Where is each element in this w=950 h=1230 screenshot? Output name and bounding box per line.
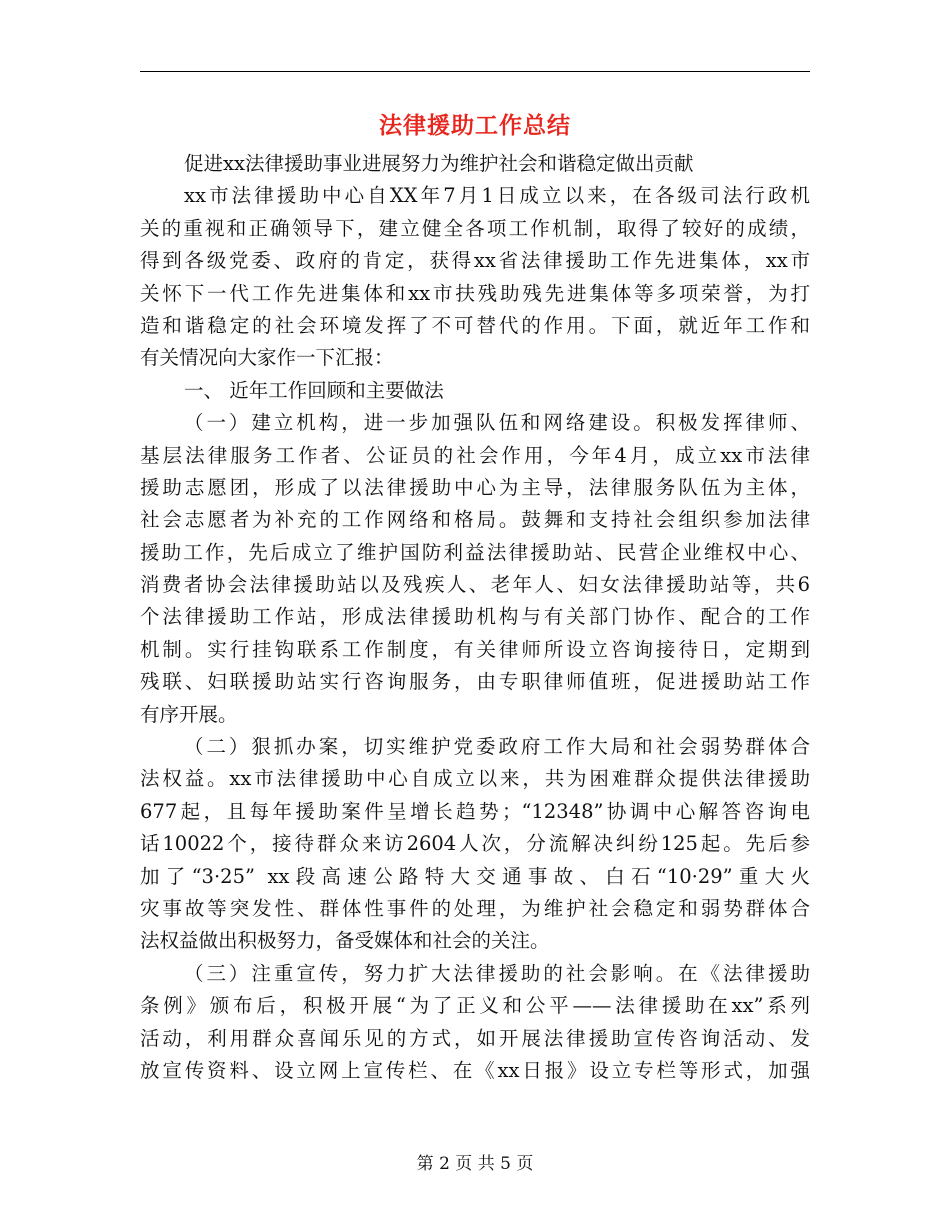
paragraph-line: 关怀下一代工作先进集体和xx市扶残助残先进集体等多项荣誉，为打: [140, 281, 810, 305]
page-footer: [0, 1152, 950, 1176]
paragraph-line: （三）注重宣传，努力扩大法律援助的社会影响。在《法律援助: [184, 961, 810, 985]
page-number: 第 2 页 共 5 页: [416, 1154, 534, 1174]
paragraph-line: 条例》颁布后，积极开展“为了正义和公平——法律援助在xx”系列: [140, 994, 810, 1018]
paragraph-line: 放宣传资料、设立网上宣传栏、在《xx日报》设立专栏等形式，加强: [140, 1058, 810, 1082]
document-title: 法律援助工作总结: [379, 113, 571, 139]
header-rule: [140, 71, 810, 72]
paragraph-line: xx市法律援助中心自XX年7月1日成立以来，在各级司法行政机: [184, 184, 810, 208]
paragraph-line: 加了“3·25” xx段高速公路特大交通事故、白石“10·29”重大火: [140, 864, 810, 888]
paragraph-line: 话10022个，接待群众来访2604人次，分流解决纠纷125起。先后参: [140, 832, 810, 856]
paragraph-line: 个法律援助工作站，形成法律援助机构与有关部门协作、配合的工作: [140, 605, 810, 629]
subtitle-line: 促进xx法律援助事业进展努力为维护社会和谐稳定做出贡献: [184, 152, 694, 175]
paragraph-line: 法权益。xx市法律援助中心自成立以来，共为困难群众提供法律援助: [140, 767, 810, 791]
paragraph-line: 援助工作，先后成立了维护国防利益法律援助站、民营企业维权中心、: [140, 540, 810, 564]
document-body: [140, 148, 810, 1087]
paragraph-line: 活动，利用群众喜闻乐见的方式，如开展法律援助宣传咨询活动、发: [140, 1026, 810, 1050]
paragraph-line: 造和谐稳定的社会环境发挥了不可替代的作用。下面，就近年工作和: [140, 313, 810, 337]
paragraph-line: 有序开展。: [140, 702, 238, 726]
paragraph-line: 残联、妇联援助站实行咨询服务，由专职律师值班，促进援助站工作: [140, 670, 810, 694]
paragraph-line: 关的重视和正确领导下，建立健全各项工作机制，取得了较好的成绩，: [140, 216, 810, 240]
paragraph-line: 677起，且每年援助案件呈增长趋势；“12348”协调中心解答咨询电: [140, 799, 810, 823]
paragraph-line: 法权益做出积极努力，备受媒体和社会的关注。: [140, 929, 550, 953]
paragraph-line: 灾事故等突发性、群体性事件的处理，为维护社会稳定和弱势群体合: [140, 896, 810, 920]
paragraph-line: 机制。实行挂钩联系工作制度，有关律师所设立咨询接待日，定期到: [140, 637, 810, 661]
paragraph-line: 援助志愿团，形成了以法律援助中心为主导，法律服务队伍为主体，: [140, 475, 810, 499]
section-heading: 一、 近年工作回顾和主要做法: [184, 378, 444, 402]
paragraph-line: 基层法律服务工作者、公证员的社会作用，今年4月，成立xx市法律: [140, 443, 810, 467]
paragraph-line: 有关情况向大家作一下汇报：: [140, 346, 394, 370]
paragraph-line: （二）狠抓办案，切实维护党委政府工作大局和社会弱势群体合: [184, 735, 810, 759]
paragraph-line: （一）建立机构，进一步加强队伍和网络建设。积极发挥律师、: [184, 411, 810, 435]
paragraph-line: 得到各级党委、政府的肯定，获得xx省法律援助工作先进集体，xx市: [140, 249, 810, 273]
paragraph-line: 消费者协会法律援助站以及残疾人、老年人、妇女法律援助站等，共6: [140, 573, 810, 597]
paragraph-line: 社会志愿者为补充的工作网络和格局。鼓舞和支持社会组织参加法律: [140, 508, 810, 532]
